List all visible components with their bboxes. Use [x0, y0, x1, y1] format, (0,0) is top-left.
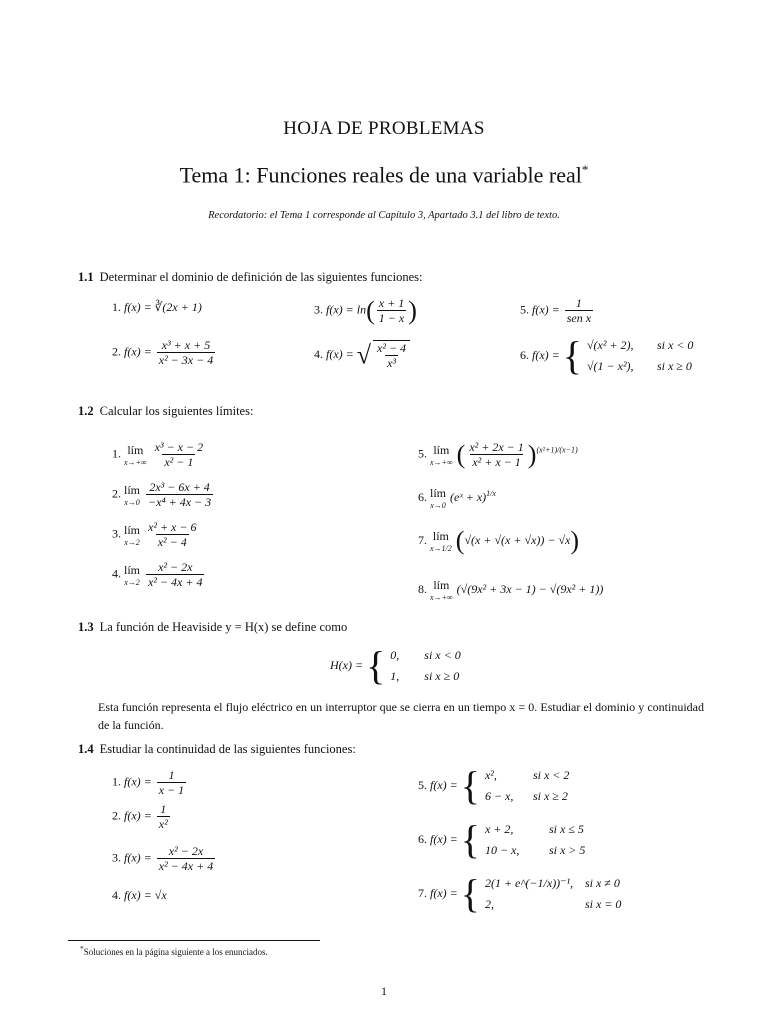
- section-1-2-heading: 1.2 Calcular los siguientes límites:: [78, 404, 254, 418]
- continuity-item-4: 4. f(x) = √x: [112, 888, 167, 902]
- limit-2: 2. lím x→0 $\frac{\text{2x³ − 6x + 4}}{\text{−x⁴ + 4x − 3}}$: [112, 480, 212, 510]
- section-1-4-heading: 1.4 Estudiar la continuidad de las siguientes funciones:: [78, 742, 356, 756]
- problem-1-1-item-3: 3. f(x) = ln( $\frac{x + 1}{1 - x}$ ): [314, 295, 417, 326]
- reminder-note: Recordatorio: el Tema 1 corresponde al Capítulo 3, Apartado 3.1 del libro de texto.: [208, 210, 560, 221]
- heaviside-paragraph: Esta función representa el flujo eléctrico en un interruptor que se cierra en un tiempo x = 0. Estudiar el dominio y continuidad de la función.: [98, 700, 704, 732]
- continuity-item-6: 6. f(x) = { x + 2, si x ≤ 5 10 − x, si x > 5: [418, 817, 586, 862]
- continuity-item-7: 7. f(x) = { 2(1 + e^(−1/x))⁻¹, si x ≠ 0 2, si x = 0: [418, 871, 622, 916]
- footnote-rule: [68, 940, 320, 941]
- limit-1: 1. lím x→+∞ $\frac{\text{x³ − x − 2}}{\text{x² − 1}}$: [112, 440, 204, 470]
- problem-1-1-item-2: 2. f(x) = $\frac{\text{x³ + x + 5}}{\text{x² − 3x − 4}}$: [112, 338, 214, 368]
- section-1-1-heading: 1.1 Determinar el dominio de definición de las siguientes funciones:: [78, 270, 423, 284]
- continuity-item-2: 2. f(x) = $\frac{1}{\text{x²}}$: [112, 802, 168, 832]
- problem-1-1-item-6: 6. f(x) = { √(x² + 2), si x < 0 √(1 − x²), si x ≥ 0: [520, 333, 694, 378]
- limit-4: 4. lím x→2 $\frac{\text{x² − 2x}}{\text{x² − 4x + 4}}$: [112, 560, 203, 590]
- continuity-item-5: 5. f(x) = { x², si x < 2 6 − x, si x ≥ 2: [418, 763, 570, 808]
- heaviside-definition: H(x) = { 0, si x < 0 1, si x ≥ 0: [330, 643, 461, 688]
- problem-1-1-item-5: 5. f(x) = $\frac{1}{\text{sen x}}$: [520, 296, 592, 326]
- page-subtitle: Tema 1: Funciones reales de una variable real*: [179, 162, 589, 188]
- section-1-3-heading: 1.3 La función de Heaviside y = H(x) se define como: [78, 620, 348, 634]
- limit-3: 3. lím x→2 $\frac{\text{x² + x − 6}}{\text{x² − 4}}$: [112, 520, 197, 550]
- limit-6: 6. lím x→0 (eˣ + x)$^{1/x}$: [418, 486, 496, 510]
- limit-8: 8. lím x→+∞ (√(9x² + 3x − 1) − √(9x² + 1)): [418, 578, 604, 602]
- continuity-item-1: 1. f(x) = $\frac{1}{x - 1}$: [112, 768, 185, 798]
- page-number: 1: [381, 984, 387, 998]
- footnote: *Soluciones en la página siguiente a los enunciados.: [80, 944, 268, 957]
- problem-1-1-item-1: 1. f(x) = ∛(2x + 1): [112, 300, 202, 314]
- limit-5: 5. lím x→+∞ ( $\frac{\text{x² + 2x − 1}}{\text{x² + x − 1}}$ )$^{(x^2+1)/(x-1)}$: [418, 439, 578, 470]
- continuity-item-3: 3. f(x) = $\frac{\text{x² − 2x}}{\text{x² − 4x + 4}}$: [112, 844, 214, 874]
- limit-7: 7. lím x→1/2 (√(x + √(x + √x)) − √x): [418, 526, 580, 555]
- problem-1-1-item-4: 4. f(x) = √ $\frac{\text{x² − 4}}{\text{x³}}$: [314, 340, 412, 371]
- page-title: HOJA DE PROBLEMAS: [283, 118, 485, 139]
